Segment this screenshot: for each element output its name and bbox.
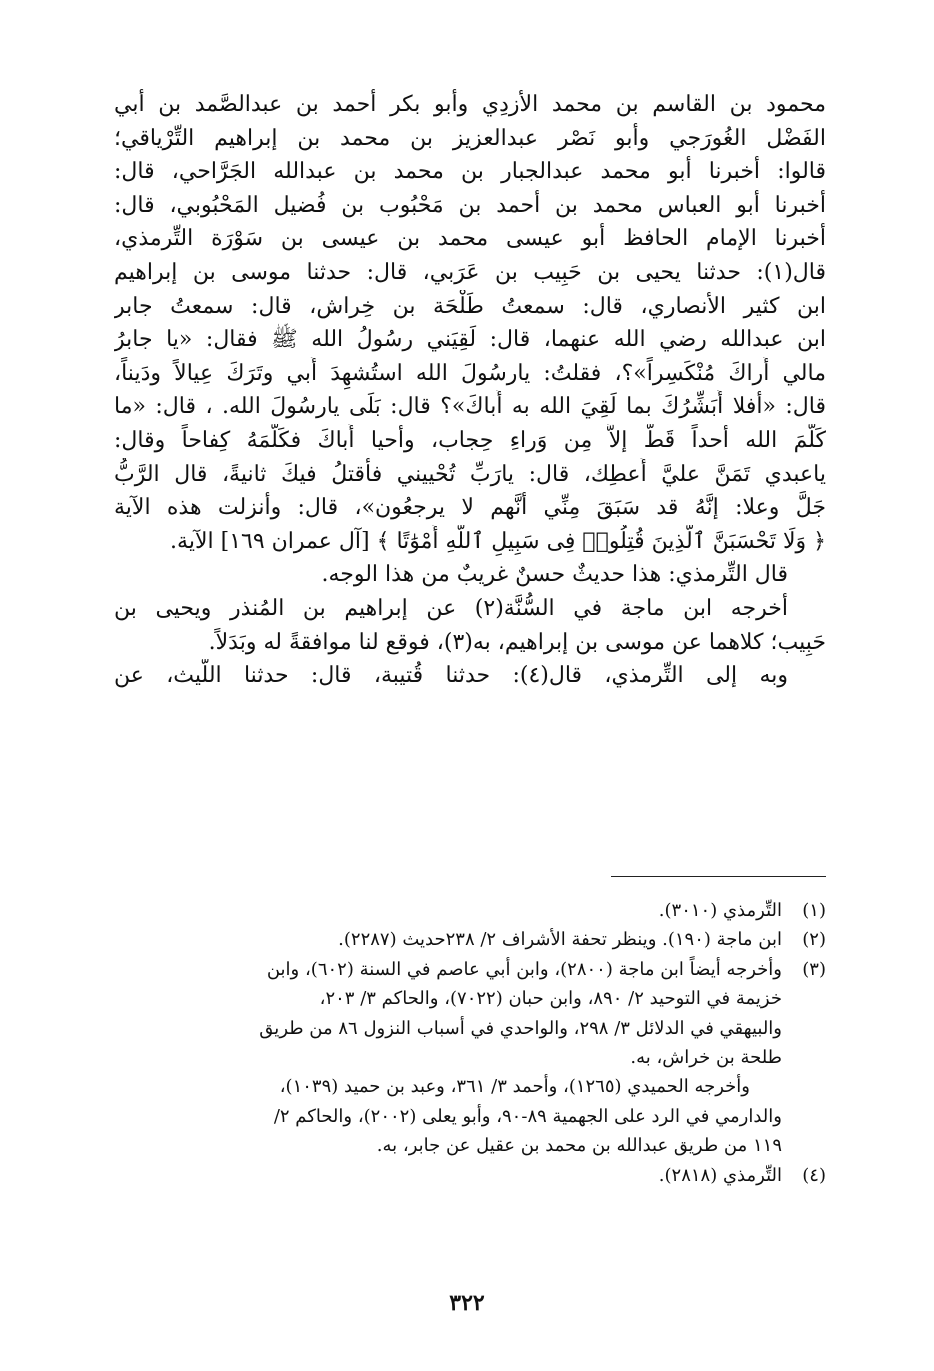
footnote-body <box>114 1161 782 1190</box>
footnote-1 <box>114 896 826 925</box>
text-line: ابن عبدالله رضي الله عنهما، قال: لَقِيَني رسُولُ الله ﷺ فقال: «يا جابرُ <box>114 327 826 353</box>
text-line: جَلَّ وعلا: إنَّهُ قد سَبَقَ مِنِّي أنَّهم لا يرجعُون»، قال: وأنزلت هذه الآية <box>114 495 826 521</box>
text-line: قال التِّرمذي: هذا حديثٌ حسنٌ غريبٌ من هذا الوجه. <box>321 562 788 588</box>
text-line: وبه إلى التِّرمذي، قال(٤): حدثنا قُتيبة، قال: حدثنا اللَّيث، عن <box>114 663 788 689</box>
footnote-line: خزيمة في التوحيد ٢/ ٨٩٠، وابن حبان (٧٠٢٢)، والحاكم ٣/ ٢٠٣، <box>319 988 782 1010</box>
footnote-line: والبيهقي في الدلائل ٣/ ٢٩٨، والواحدي في أسباب النزول ٨٦ من طريق <box>259 1017 782 1039</box>
page-number: ٣٢٢ <box>449 1290 485 1316</box>
text-line: قال(١): حدثنا يحيى بن حَبِيب بن عَرَبي، قال: حدثنا موسى بن إبراهيم <box>114 259 826 285</box>
quran-verse-line: ﴿ وَلَا تَحْسَبَنَّ ٱلَّذِينَ قُتِلُوا۟ فِى سَبِيلِ ٱللَّهِ أَمْوَٰتًا ﴾ [آل عمران ١٦٩] الآية. <box>170 528 826 554</box>
footnote-body <box>114 925 782 954</box>
text-line: مالي أَراكَ مُنْكَسِراً»؟، فقلتُ: يارسُولَ الله استُشهِدَ أَبي وتَرَكَ عِيالاً ودَيناً، <box>114 360 826 386</box>
footnote-line: ١١٩ من طريق عبدالله بن محمد بن عقيل عن جابر، به. <box>376 1135 782 1157</box>
text-line: ابن كثير الأنصاري، قال: سمعتُ طَلْحَة بن خِراش، قال: سمعتُ جابر <box>114 293 826 319</box>
footnote-line: طلحة بن خراش، به. <box>630 1046 782 1068</box>
footnote-divider <box>611 876 826 877</box>
text-line: كَلَّمَ الله أحداً قَطُّ إلاَّ مِن وَراءِ حِجاب، وأحيا أَباكَ فكَلَّمَهُ كِفاحاً وقال: <box>114 427 826 453</box>
footnote-line: وأخرجه الحميدي (١٢٦٥)، وأحمد ٣/ ٣٦١، وعبد بن حميد (١٠٣٩)، <box>279 1076 750 1098</box>
text-line: أخبرنا الإمام الحافظ أبو عيسى محمد بن عيسى بن سَوْرَة التِّرمذي، <box>114 226 826 252</box>
footnote-3 <box>114 955 826 1161</box>
footnote-line: التِّرمذي (٢٨١٨). <box>658 1164 782 1186</box>
footnote-line: ابن ماجة (١٩٠). وينظر تحفة الأشراف ٢/ ٢٣٨حديث (٢٢٨٧). <box>338 929 782 951</box>
main-text-block <box>114 88 826 693</box>
text-line: قالوا: أخبرنا أبو محمد عبدالجبار بن محمد بن عبدالله الجَرَّاحي، قال: <box>114 159 826 185</box>
footnote-line: والدارمي في الرد على الجهمية ٨٩-٩٠، وأبو يعلى (٢٠٠٢)، والحاكم ٢/ <box>273 1105 782 1127</box>
footnote-number: (٢) <box>802 929 826 951</box>
text-line: الفَضْل الغُورَجي وأبو نَصْر عبدالعزيز بن محمد بن إبراهيم التِّرْياقي؛ <box>114 125 826 151</box>
footnote-number: (١) <box>802 900 826 921</box>
footnote-line: التِّرمذي (٣٠١٠). <box>658 900 782 921</box>
footnote-number: (٤) <box>802 1164 826 1186</box>
footnotes-block <box>114 896 826 1190</box>
text-line: ياعبدي تَمَنَّ عليَّ أُعطِك، قال: يارَبِّ تُحْييني فأُقتلُ فيكَ ثانيةً، قال الرَّبُّ <box>114 461 826 487</box>
footnote-body <box>114 896 782 925</box>
text-line: أخرجه ابن ماجة في السُّنَّة(٢) عن إبراهيم بن المُنذر ويحيى بن <box>114 595 788 621</box>
text-line: قال: «أفلا أُبَشِّرُكَ بما لَقِيَ الله به أَباكَ»؟ قال: بَلَى يارسُولَ الله. ، قال: «ما <box>114 394 826 420</box>
text-line: حَبِيب؛ كلاهما عن موسى بن إبراهيم، به(٣)، فوقع لنا موافقةً له وبَدَلاً. <box>208 629 826 655</box>
footnote-2 <box>114 925 826 954</box>
text-line: محمود بن القاسم بن محمد الأزدِي وأبو بكر أحمد بن عبدالصَّمد بن أبي <box>114 92 826 117</box>
footnote-line: وأخرجه أيضاً ابن ماجة (٢٨٠٠)، وابن أبي عاصم في السنة (٦٠٢)، وابن <box>266 958 782 980</box>
footnote-number: (٣) <box>802 958 826 980</box>
footnote-body <box>114 955 782 1161</box>
footnote-4 <box>114 1161 826 1190</box>
text-line: أخبرنا أبو العباس محمد بن أحمد بن مَحْبُوب بن فُضيل المَحْبُوبي، قال: <box>114 192 826 218</box>
